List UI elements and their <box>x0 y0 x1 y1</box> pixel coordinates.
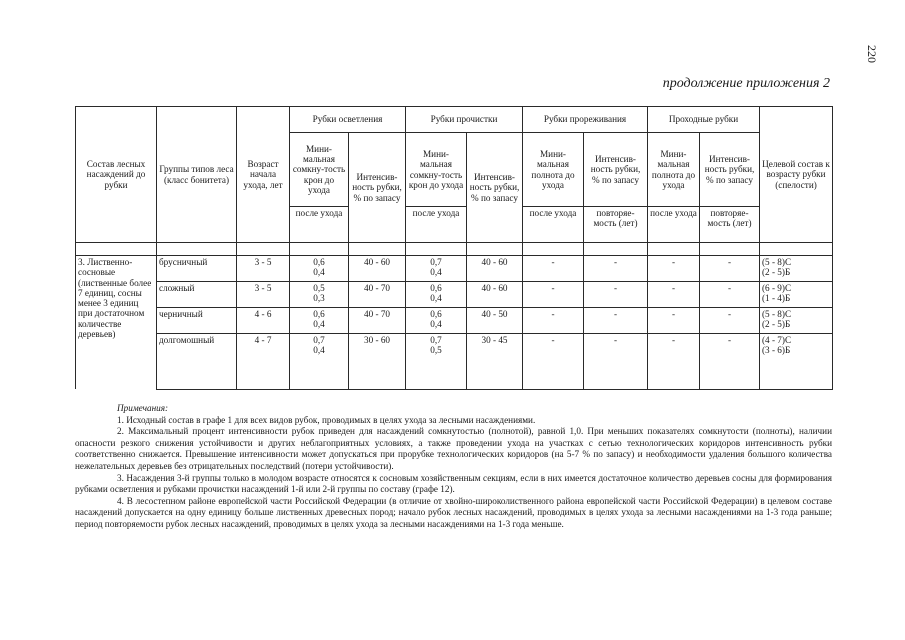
header-prr-intensity: Интенсив-ность рубки, % по запасу <box>584 133 648 207</box>
intensity-cell: 40 - 70 <box>349 308 406 334</box>
header-osv-after: после ухода <box>290 207 349 243</box>
forest-type-cell: долгомошный <box>157 334 237 360</box>
density-after: 0,3 <box>313 293 325 304</box>
table-row <box>76 256 833 282</box>
header-prr-after: после ухода <box>523 207 584 243</box>
header-age: Возраст начала ухода, лет <box>237 107 290 243</box>
note-item: 1. Исходный состав в графе 1 для всех видов рубок, проводимых в целях ухода за лесными насаждениями. <box>117 414 536 425</box>
header-pro-intensity: Интенсив-ность рубки, % по запасу <box>467 133 523 243</box>
age-cell: 4 - 7 <box>237 334 290 360</box>
fullness-cell: - <box>523 308 584 334</box>
target-line: (2 - 5)Б <box>762 319 791 330</box>
header-prh-repeat: повторяе-мость (лет) <box>700 207 760 243</box>
intensity-cell: 40 - 60 <box>349 256 406 282</box>
target-line: (2 - 5)Б <box>762 267 791 278</box>
note-item: 3. Насаждения 3-й группы только в молодом возрасте относятся к сосновым хозяйственным секциям, если в них имеется достаточное количество деревьев сосны для формирования рубками осветления и рубками прочистки насаждений 1-й или 2-й группы по составу (графе 12). <box>75 472 832 495</box>
target-line: (4 - 7)С <box>762 335 792 345</box>
target-line: (5 - 8)С <box>762 257 792 267</box>
density-after: 0,4 <box>313 319 325 330</box>
fullness-cell: - <box>648 308 700 334</box>
intensity-cell: - <box>584 334 648 360</box>
table-row <box>76 282 833 308</box>
age-cell: 3 - 5 <box>237 256 290 282</box>
header-forest-types: Группы типов леса (класс бонитета) <box>157 107 237 243</box>
forest-type-cell: брусничный <box>157 256 237 282</box>
header-pro-min-density: Мини-мальная сомкну-тость крон до ухода <box>406 133 467 207</box>
fullness-cell: - <box>523 282 584 308</box>
fullness-cell: - <box>648 334 700 360</box>
note-item: 4. В лесостепном районе европейской части Российской Федерации (в отличие от хвойно-широколиственного района европейской части Российской Федерации) в целевом составе насаждений допускается на одну единицу больше лиственных древесных пород; начало рубок лесных насаждений, проводимых в целях ухода за лесными насаждениями на 1-3 года раньше; период повторяемости рубок лесных насаждений, проводимых в целях ухода за лесными насаждениями на 1-3 года меньше. <box>75 495 832 529</box>
intensity-cell: 30 - 60 <box>349 334 406 360</box>
density-after: 0,4 <box>313 345 325 356</box>
composition-cell: 3. Лиственно-сосновые (лиственные более 7 единиц, сосны менее 3 единиц при достаточном количестве деревьев) <box>76 256 157 390</box>
silviculture-table <box>75 106 833 390</box>
density-before: 0,6 <box>313 257 325 267</box>
header-osv-intensity: Интенсив-ность рубки, % по запасу <box>349 133 406 243</box>
intensity-cell: 40 - 50 <box>467 308 523 334</box>
fullness-cell: - <box>648 256 700 282</box>
density-after: 0,4 <box>313 267 325 278</box>
intensity-cell: 30 - 45 <box>467 334 523 360</box>
age-cell: 4 - 6 <box>237 308 290 334</box>
intensity-cell: - <box>700 256 760 282</box>
intensity-cell: 40 - 60 <box>467 282 523 308</box>
density-after: 0,4 <box>430 293 442 304</box>
intensity-cell: 40 - 60 <box>467 256 523 282</box>
target-line: (1 - 4)Б <box>762 293 791 304</box>
forest-type-cell: сложный <box>157 282 237 308</box>
header-prr-repeat: повторяе-мость (лет) <box>584 207 648 243</box>
density-before: 0,5 <box>313 283 325 293</box>
density-after: 0,4 <box>430 267 442 278</box>
density-before: 0,6 <box>313 309 325 319</box>
header-group-prokhodnye: Проходные рубки <box>648 107 760 133</box>
note-item: 2. Максимальный процент интенсивности рубок приведен для насаждений сомкнутостью (полнотой), равной 1,0. При меньших показателях сомкнутости (полноты), наличии опасности резкого снижения устойчивости и других неблагоприятных условиях, а также проведении ухода на участках с сетью технологических коридоров интенсивность рубки соответственно снижается. Превышение интенсивности может допускаться при прорубке технологических коридоров (на 5-7 % по запасу) и необходимости удаления большого количества нежелательных деревьев без отрицательных последствий (потери устойчивости). <box>75 426 832 471</box>
intensity-cell: - <box>584 308 648 334</box>
density-after: 0,5 <box>430 345 442 356</box>
target-line: (3 - 6)Б <box>762 345 791 356</box>
target-line: (6 - 9)С <box>762 283 792 293</box>
notes-title: Примечания: <box>117 403 169 413</box>
fullness-cell: - <box>523 334 584 360</box>
density-after: 0,4 <box>430 319 442 330</box>
table-row <box>76 308 833 334</box>
header-target: Целевой состав к возрасту рубки (спелости) <box>760 107 833 243</box>
intensity-cell: 40 - 70 <box>349 282 406 308</box>
header-osv-min-density: Мини-мальная сомкну-тость крон до ухода <box>290 133 349 207</box>
notes-section <box>75 403 832 531</box>
header-composition: Состав лесных насаждений до рубки <box>76 107 157 243</box>
header-prr-min-fullness: Мини-мальная полнота до ухода <box>523 133 584 207</box>
header-group-prochistka: Рубки прочистки <box>406 107 523 133</box>
target-line: (5 - 8)С <box>762 309 792 319</box>
density-before: 0,7 <box>430 335 442 345</box>
page-number: 220 <box>865 45 879 63</box>
header-prh-after: после ухода <box>648 207 700 243</box>
density-before: 0,7 <box>430 257 442 267</box>
continuation-title: продолжение приложения 2 <box>662 76 830 91</box>
fullness-cell: - <box>648 282 700 308</box>
table-row <box>76 334 833 360</box>
intensity-cell: - <box>700 334 760 360</box>
forest-type-cell: черничный <box>157 308 237 334</box>
header-group-osvetlenie: Рубки осветления <box>290 107 406 133</box>
age-cell: 3 - 5 <box>237 282 290 308</box>
intensity-cell: - <box>584 256 648 282</box>
header-prh-intensity: Интенсив-ность рубки, % по запасу <box>700 133 760 207</box>
intensity-cell: - <box>700 282 760 308</box>
header-prh-min-fullness: Мини-мальная полнота до ухода <box>648 133 700 207</box>
density-before: 0,6 <box>430 309 442 319</box>
intensity-cell: - <box>700 308 760 334</box>
intensity-cell: - <box>584 282 648 308</box>
header-pro-after: после ухода <box>406 207 467 243</box>
density-before: 0,6 <box>430 283 442 293</box>
fullness-cell: - <box>523 256 584 282</box>
density-before: 0,7 <box>313 335 325 345</box>
header-group-prorezhivanie: Рубки прореживания <box>523 107 648 133</box>
